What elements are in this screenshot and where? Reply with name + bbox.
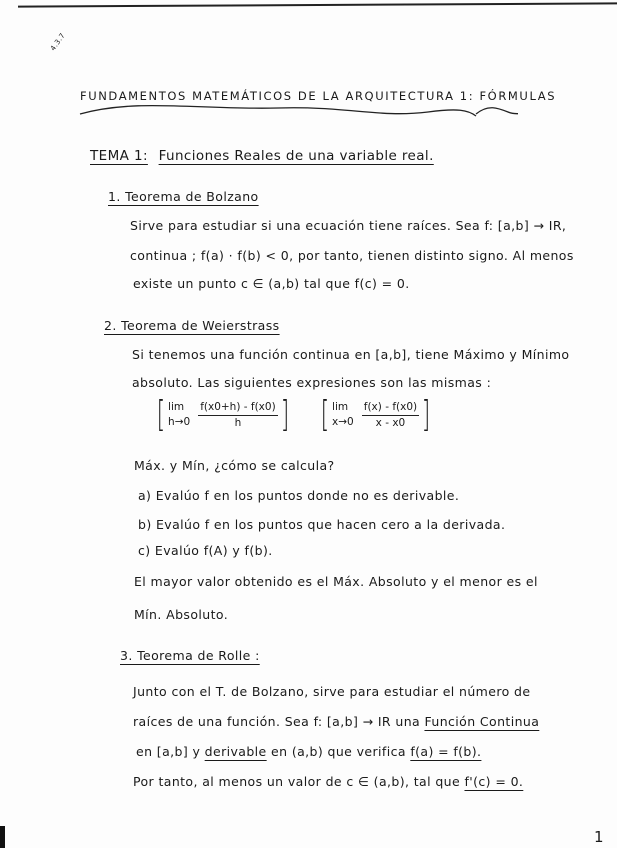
weierstrass-conclusion: El mayor valor obtenido es el Máx. Absoluto y el menor es el <box>134 574 538 589</box>
rolle-line <box>136 744 481 759</box>
section-heading-rolle: 3. Teorema de Rolle : <box>120 648 260 663</box>
underlined-term: f(a) = f(b). <box>410 744 482 759</box>
formula-limit-h: [ lim h→0 $\frac{f(x0+h) - f(x0)}{h}$ ] <box>156 394 289 435</box>
text: raíces de una función. Sea f: [a,b] → IR una <box>133 714 425 729</box>
fraction-denominator: x - x0 <box>375 416 406 429</box>
rolle-line <box>133 774 523 789</box>
weierstrass-step: a) Evalúo f en los puntos donde no es derivable. <box>138 488 460 503</box>
weierstrass-step: b) Evalúo f en los puntos que hacen cero a la derivada. <box>138 517 506 532</box>
fraction-numerator: f(x0+h) - f(x0) <box>198 400 277 416</box>
text: en [a,b] y <box>136 744 205 759</box>
weierstrass-line: Si tenemos una función continua en [a,b], tiene Máximo y Mínimo <box>132 347 570 362</box>
section-heading-weierstrass: 2. Teorema de Weierstrass <box>104 318 280 333</box>
fraction-numerator: f(x) - f(x0) <box>362 400 419 416</box>
weierstrass-question: Máx. y Mín, ¿cómo se calcula? <box>134 458 335 473</box>
lim-sub: h→0 <box>168 416 191 428</box>
section-heading-bolzano: 1. Teorema de Bolzano <box>108 189 259 204</box>
topic-label: TEMA 1: <box>90 148 148 164</box>
title-underline <box>78 100 518 120</box>
formula-limit-x: [ lim x→0 $\frac{f(x) - f(x0)}{x - x0}$ ] <box>320 394 431 435</box>
weierstrass-line: absoluto. Las siguientes expresiones son las mismas : <box>132 375 492 390</box>
lim-sub: x→0 <box>332 416 354 428</box>
bolzano-line: continua ; f(a) · f(b) < 0, por tanto, tienen distinto signo. Al menos <box>130 248 574 263</box>
bolzano-line: Sirve para estudiar si una ecuación tiene raíces. Sea f: [a,b] → IR, <box>130 218 567 233</box>
weierstrass-conclusion: Mín. Absoluto. <box>134 607 229 622</box>
underlined-term: Función Continua <box>424 714 540 729</box>
weierstrass-step: c) Evalúo f(A) y f(b). <box>138 543 273 558</box>
rolle-line <box>133 714 539 729</box>
fraction-denominator: h <box>234 416 242 429</box>
page-number: 1 <box>594 828 604 846</box>
page-border-line <box>18 2 617 7</box>
lim-label: lim <box>168 401 185 413</box>
scan-edge-mark <box>0 826 5 848</box>
stamp-mark: 4.3.7 <box>48 31 67 53</box>
underlined-term: derivable <box>204 744 267 759</box>
lim-label: lim <box>332 401 349 413</box>
rolle-line: Junto con el T. de Bolzano, sirve para estudiar el número de <box>133 684 531 699</box>
text: en (a,b) que verifica <box>266 744 411 759</box>
document-title: FUNDAMENTOS MATEMÁTICOS DE LA ARQUITECTURA 1: FÓRMULAS <box>80 89 557 103</box>
underlined-term: f'(c) = 0. <box>464 774 524 789</box>
topic-name: Funciones Reales de una variable real. <box>158 148 434 164</box>
topic-heading <box>90 148 434 164</box>
text: Por tanto, al menos un valor de c ∈ (a,b), tal que <box>133 774 465 789</box>
bolzano-line: existe un punto c ∈ (a,b) tal que f(c) = 0. <box>133 276 410 291</box>
